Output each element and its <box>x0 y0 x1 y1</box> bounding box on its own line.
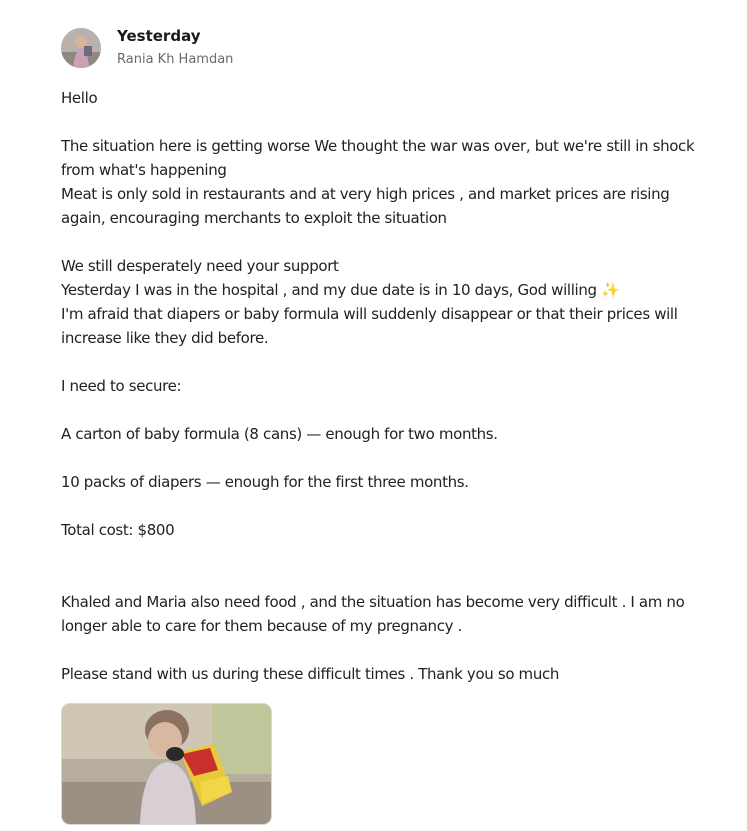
post-photo[interactable] <box>61 703 272 825</box>
post-author[interactable]: Rania Kh Hamdan <box>117 52 234 67</box>
avatar-photo <box>61 28 101 68</box>
post-date: Yesterday <box>117 27 201 45</box>
paragraph-situation: The situation here is getting worse We thought the war was over, but we're still in shock from what's happening Meat is only sold in restaurants and at very high prices , and market prices are rising again, encouraging merchants to exploit the situation <box>61 137 695 227</box>
paragraph-closing: Please stand with us during these difficult times . Thank you so much <box>61 665 560 683</box>
child-photo-image <box>62 704 271 824</box>
paragraph-total: Total cost: $800 <box>61 521 175 539</box>
paragraph-formula: A carton of baby formula (8 cans) — enough for two months. <box>61 425 498 443</box>
post <box>61 26 701 825</box>
paragraph-diapers: 10 packs of diapers — enough for the first three months. <box>61 473 469 491</box>
paragraph-greeting: Hello <box>61 89 98 107</box>
paragraph-support: We still desperately need your support Yesterday I was in the hospital , and my due date is in 10 days, God willing ✨ I'm afraid that diapers or baby formula will suddenly disappear or that their prices will increase like they did before. <box>61 257 678 347</box>
paragraph-secure-intro: I need to secure: <box>61 377 182 395</box>
post-header <box>61 26 701 86</box>
avatar[interactable] <box>61 28 101 68</box>
post-meta <box>117 26 233 69</box>
paragraph-children: Khaled and Maria also need food , and the situation has become very difficult . I am no longer able to care for them because of my pregnancy . <box>61 593 689 635</box>
post-body <box>61 86 701 686</box>
